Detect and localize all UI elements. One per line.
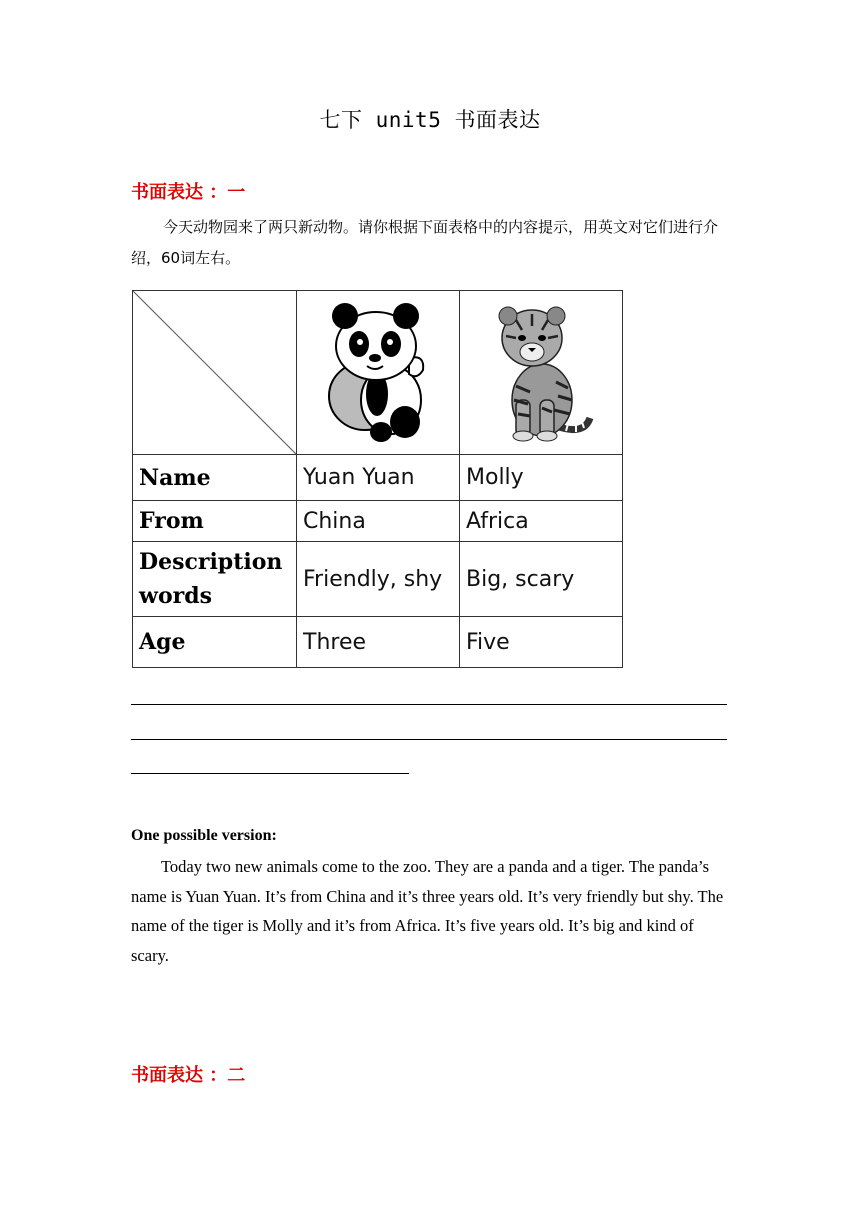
panda-value: China — [297, 501, 460, 542]
page-title: 七下 unit5 书面表达 — [319, 108, 541, 132]
writing-prompt: 今天动物园来了两只新动物。请你根据下面表格中的内容提示，用英文对它们进行介绍，60词左右。 — [131, 218, 719, 267]
answer-line-3[interactable] — [131, 773, 409, 774]
tiger-value: Big, scary — [460, 542, 623, 617]
diagonal-line — [133, 291, 296, 454]
animal-info-table — [132, 290, 623, 668]
tiger-image-cell — [460, 291, 623, 455]
row-label: From — [133, 501, 297, 542]
tiger-value: Molly — [460, 455, 623, 501]
row-label: Age — [133, 617, 297, 668]
sample-essay: Today two new animals come to the zoo. They are a panda and a tiger. The panda’s name is Yuan Yuan. It’s from China and it’s three years old. It’s very friendly but shy. The name of the tiger is Molly and it’s from Africa. It’s five years old. It’s big and kind of scary. — [131, 857, 724, 965]
tiger-value: Five — [460, 617, 623, 668]
row-label: Name — [133, 455, 297, 501]
answer-heading: One possible version: — [131, 827, 277, 844]
answer-line-2[interactable] — [131, 739, 727, 740]
panda-value: Three — [297, 617, 460, 668]
panda-value: Yuan Yuan — [297, 455, 460, 501]
section-heading-2: 书面表达 ：二 — [131, 1065, 246, 1086]
section-heading-1: 书面表达 ：一 — [131, 182, 246, 203]
panda-image-cell — [297, 291, 460, 455]
table-row — [133, 501, 623, 542]
panda-image — [313, 296, 443, 446]
panda-value: Friendly, shy — [297, 542, 460, 617]
table-row — [133, 542, 623, 617]
row-label: Description words — [133, 542, 297, 617]
table-row — [133, 455, 623, 501]
tiger-image — [486, 296, 596, 446]
table-row — [133, 617, 623, 668]
answer-line-1[interactable] — [131, 704, 727, 705]
tiger-value: Africa — [460, 501, 623, 542]
diagonal-header-cell — [133, 291, 297, 455]
